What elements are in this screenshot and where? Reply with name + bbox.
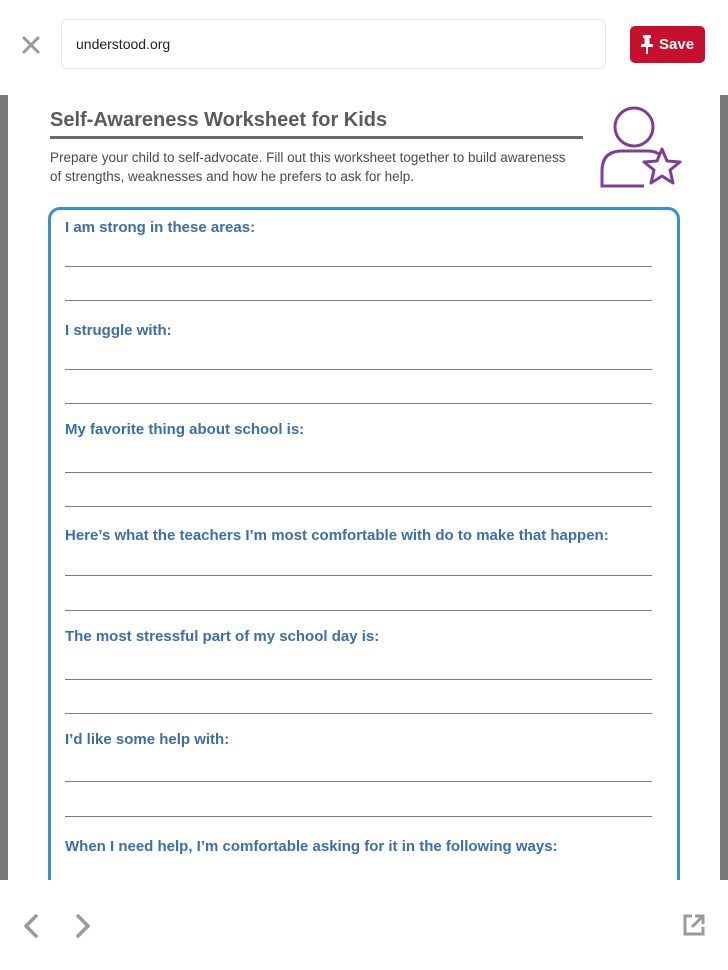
answer-line <box>65 506 652 507</box>
worksheet-title: Self-Awareness Worksheet for Kids <box>50 109 388 131</box>
url-field[interactable] <box>61 19 606 69</box>
question-1: I am strong in these areas: <box>65 219 256 236</box>
save-label: Save <box>659 36 695 53</box>
answer-line <box>65 679 652 680</box>
url-text: understood.org <box>76 36 171 52</box>
answer-line <box>65 300 652 301</box>
question-3: My favorite thing about school is: <box>65 421 305 438</box>
worksheet-intro: Prepare your child to self-advocate. Fill out this worksheet together to build awareness of strengths, weaknesses and how he prefers to ask for help. <box>50 150 566 184</box>
answer-line <box>65 403 652 404</box>
bottom-bar <box>0 880 728 970</box>
answer-line <box>65 472 652 473</box>
answer-line <box>65 816 652 817</box>
top-bar <box>0 0 728 96</box>
external-link-icon[interactable] <box>681 912 707 938</box>
question-2: I struggle with: <box>65 322 172 339</box>
answer-line <box>65 369 652 370</box>
answer-line <box>65 575 652 576</box>
pin-icon <box>641 35 653 54</box>
question-6: I’d like some help with: <box>65 731 230 748</box>
question-4: Here’s what the teachers I’m most comfortable with do to make that happen: <box>65 527 609 544</box>
question-7: When I need help, I’m comfortable asking for it in the following ways: <box>65 838 558 855</box>
answer-line <box>65 713 652 714</box>
question-5: The most stressful part of my school day is: <box>65 628 380 645</box>
answer-line <box>65 266 652 267</box>
pin-image-viewport <box>0 95 728 880</box>
title-underline <box>50 136 583 139</box>
save-button[interactable] <box>630 26 705 63</box>
chevron-left-icon[interactable] <box>19 912 43 940</box>
answer-line <box>65 610 652 611</box>
chevron-right-icon[interactable] <box>71 912 95 940</box>
person-star-icon <box>596 103 688 195</box>
close-icon[interactable] <box>19 33 43 57</box>
answer-line <box>65 781 652 782</box>
worksheet-page <box>8 95 720 880</box>
